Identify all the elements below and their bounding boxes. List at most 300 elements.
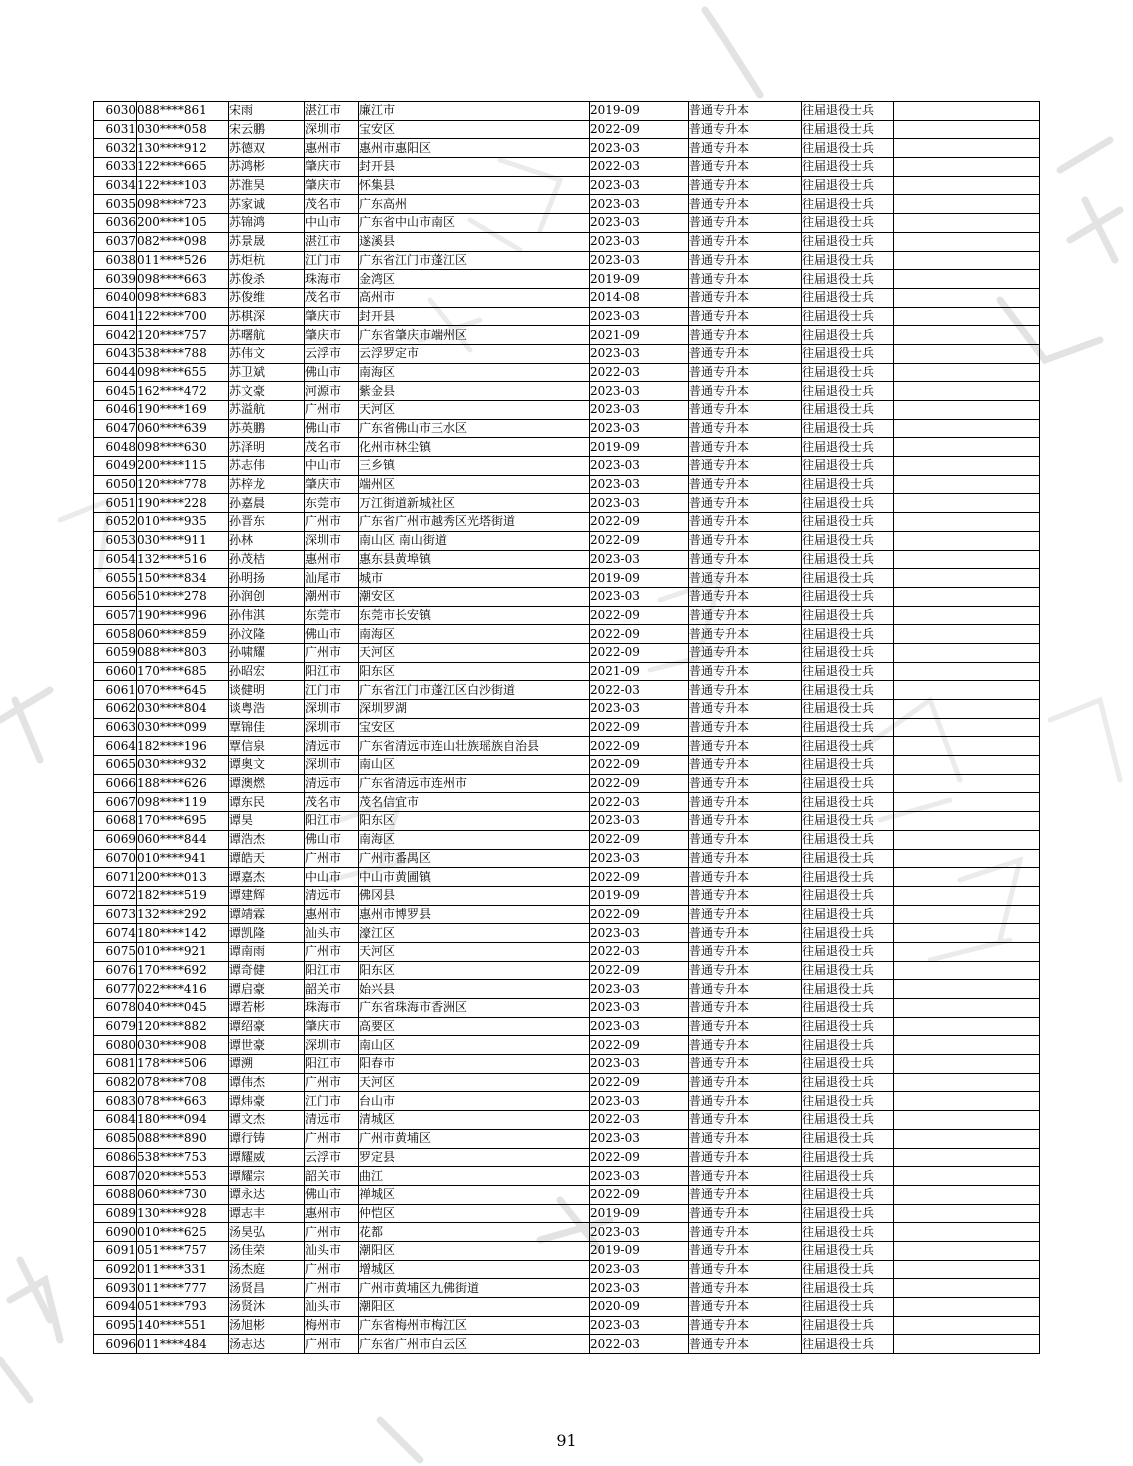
cell-city: 韶关市 [305,980,359,999]
cell-date: 2022-09 [590,868,689,887]
cell-id: 082****098 [137,232,229,251]
cell-city: 广州市 [305,1335,359,1354]
cell-category: 往届退役士兵 [802,756,894,775]
cell-id: 120****757 [137,326,229,345]
cell-category: 往届退役士兵 [802,1092,894,1111]
cell-category: 往届退役士兵 [802,382,894,401]
cell-id: 020****553 [137,1167,229,1186]
cell-area: 宝安区 [359,718,590,737]
cell-blank [894,531,1040,550]
cell-number: 6040 [94,288,137,307]
cell-area: 南海区 [359,830,590,849]
cell-area: 花都 [359,1223,590,1242]
cell-id: 122****700 [137,307,229,326]
cell-city: 中山市 [305,457,359,476]
cell-id: 162****472 [137,382,229,401]
cell-city: 广州市 [305,643,359,662]
cell-area: 广州市番禺区 [359,849,590,868]
cell-name: 谭若彬 [229,999,305,1018]
cell-number: 6051 [94,494,137,513]
cell-date: 2022-03 [590,158,689,177]
cell-category: 往届退役士兵 [802,1017,894,1036]
cell-name: 谭东民 [229,793,305,812]
cell-number: 6069 [94,830,137,849]
cell-number: 6056 [94,587,137,606]
cell-type: 普通专升本 [689,1129,802,1148]
cell-date: 2022-03 [590,1111,689,1130]
table-row [94,700,1040,719]
cell-number: 6048 [94,438,137,457]
cell-category: 往届退役士兵 [802,662,894,681]
cell-category: 往届退役士兵 [802,494,894,513]
cell-type: 普通专升本 [689,344,802,363]
cell-category: 往届退役士兵 [802,1111,894,1130]
cell-blank [894,868,1040,887]
cell-date: 2023-03 [590,812,689,831]
cell-city: 佛山市 [305,830,359,849]
cell-number: 6078 [94,999,137,1018]
cell-id: 011****526 [137,251,229,270]
cell-number: 6085 [94,1129,137,1148]
table-row [94,737,1040,756]
table-row [94,774,1040,793]
cell-category: 往届退役士兵 [802,924,894,943]
cell-number: 6043 [94,344,137,363]
cell-date: 2022-09 [590,531,689,550]
cell-name: 苏淮昊 [229,176,305,195]
cell-category: 往届退役士兵 [802,1316,894,1335]
cell-id: 120****778 [137,475,229,494]
cell-date: 2021-09 [590,662,689,681]
cell-city: 广州市 [305,401,359,420]
cell-blank [894,1055,1040,1074]
cell-city: 清远市 [305,886,359,905]
cell-id: 070****645 [137,681,229,700]
cell-id: 040****045 [137,999,229,1018]
cell-name: 谭奥文 [229,756,305,775]
cell-name: 谭奇健 [229,961,305,980]
table-row [94,643,1040,662]
cell-id: 088****890 [137,1129,229,1148]
table-row [94,550,1040,569]
cell-number: 6066 [94,774,137,793]
cell-number: 6055 [94,569,137,588]
cell-number: 6032 [94,139,137,158]
cell-blank [894,139,1040,158]
cell-date: 2022-09 [590,625,689,644]
cell-date: 2022-03 [590,681,689,700]
cell-number: 6030 [94,102,137,121]
cell-type: 普通专升本 [689,569,802,588]
cell-blank [894,438,1040,457]
cell-city: 广州市 [305,513,359,532]
cell-area: 惠州市惠阳区 [359,139,590,158]
cell-date: 2022-09 [590,737,689,756]
cell-type: 普通专升本 [689,942,802,961]
cell-number: 6094 [94,1298,137,1317]
cell-id: 051****757 [137,1241,229,1260]
cell-blank [894,195,1040,214]
table-row [94,326,1040,345]
cell-blank [894,232,1040,251]
cell-city: 深圳市 [305,531,359,550]
cell-date: 2021-09 [590,326,689,345]
cell-area: 广州市黄埔区 [359,1129,590,1148]
cell-type: 普通专升本 [689,737,802,756]
cell-name: 谭澳燃 [229,774,305,793]
table-row [94,288,1040,307]
cell-name: 谈健明 [229,681,305,700]
cell-city: 惠州市 [305,139,359,158]
cell-type: 普通专升本 [689,662,802,681]
cell-type: 普通专升本 [689,924,802,943]
cell-id: 030****099 [137,718,229,737]
cell-name: 谭耀威 [229,1148,305,1167]
cell-blank [894,494,1040,513]
cell-date: 2022-09 [590,606,689,625]
cell-number: 6067 [94,793,137,812]
cell-area: 高要区 [359,1017,590,1036]
cell-area: 端州区 [359,475,590,494]
table-row [94,606,1040,625]
cell-id: 030****911 [137,531,229,550]
cell-number: 6081 [94,1055,137,1074]
cell-date: 2019-09 [590,270,689,289]
cell-type: 普通专升本 [689,1298,802,1317]
cell-city: 阳江市 [305,961,359,980]
cell-name: 宋雨 [229,102,305,121]
cell-date: 2022-09 [590,1148,689,1167]
cell-category: 往届退役士兵 [802,625,894,644]
cell-name: 谭世豪 [229,1036,305,1055]
cell-category: 往届退役士兵 [802,457,894,476]
cell-city: 东莞市 [305,606,359,625]
cell-city: 茂名市 [305,793,359,812]
cell-date: 2023-03 [590,1316,689,1335]
cell-city: 汕头市 [305,1241,359,1260]
cell-city: 清远市 [305,774,359,793]
table-row [94,905,1040,924]
cell-number: 6045 [94,382,137,401]
cell-area: 广东高州 [359,195,590,214]
cell-city: 清远市 [305,1111,359,1130]
cell-name: 谭昊 [229,812,305,831]
cell-date: 2023-03 [590,700,689,719]
cell-blank [894,569,1040,588]
cell-type: 普通专升本 [689,718,802,737]
cell-category: 往届退役士兵 [802,905,894,924]
cell-area: 广东省珠海市香洲区 [359,999,590,1018]
cell-city: 珠海市 [305,999,359,1018]
cell-number: 6062 [94,700,137,719]
cell-blank [894,457,1040,476]
cell-city: 广州市 [305,1073,359,1092]
cell-number: 6049 [94,457,137,476]
cell-area: 南海区 [359,625,590,644]
cell-number: 6084 [94,1111,137,1130]
cell-blank [894,120,1040,139]
cell-date: 2019-09 [590,1241,689,1260]
cell-category: 往届退役士兵 [802,587,894,606]
cell-name: 苏景晟 [229,232,305,251]
cell-category: 往届退役士兵 [802,1204,894,1223]
cell-category: 往届退役士兵 [802,812,894,831]
cell-id: 188****626 [137,774,229,793]
cell-type: 普通专升本 [689,1316,802,1335]
table-row [94,158,1040,177]
cell-id: 170****695 [137,812,229,831]
cell-area: 东莞市长安镇 [359,606,590,625]
cell-date: 2023-03 [590,494,689,513]
cell-city: 江门市 [305,681,359,700]
cell-name: 苏梓龙 [229,475,305,494]
cell-category: 往届退役士兵 [802,307,894,326]
table-row [94,681,1040,700]
cell-category: 往届退役士兵 [802,120,894,139]
cell-date: 2023-03 [590,475,689,494]
cell-blank [894,793,1040,812]
table-row [94,961,1040,980]
cell-id: 182****519 [137,886,229,905]
cell-date: 2023-03 [590,307,689,326]
cell-date: 2023-03 [590,195,689,214]
cell-date: 2023-03 [590,139,689,158]
cell-city: 云浮市 [305,344,359,363]
cell-category: 往届退役士兵 [802,176,894,195]
cell-blank [894,176,1040,195]
table-row [94,195,1040,214]
table-row [94,830,1040,849]
cell-date: 2023-03 [590,849,689,868]
cell-name: 谭行铸 [229,1129,305,1148]
cell-type: 普通专升本 [689,643,802,662]
cell-blank [894,924,1040,943]
cell-blank [894,307,1040,326]
cell-type: 普通专升本 [689,307,802,326]
cell-id: 011****331 [137,1260,229,1279]
cell-number: 6044 [94,363,137,382]
cell-blank [894,1241,1040,1260]
cell-area: 广东省梅州市梅江区 [359,1316,590,1335]
cell-date: 2023-03 [590,980,689,999]
cell-id: 030****804 [137,700,229,719]
cell-blank [894,643,1040,662]
cell-type: 普通专升本 [689,251,802,270]
cell-blank [894,214,1040,233]
cell-blank [894,681,1040,700]
cell-number: 6095 [94,1316,137,1335]
table-row [94,625,1040,644]
table-row [94,1148,1040,1167]
cell-area: 台山市 [359,1092,590,1111]
cell-type: 普通专升本 [689,1185,802,1204]
cell-category: 往届退役士兵 [802,681,894,700]
cell-city: 清远市 [305,737,359,756]
cell-type: 普通专升本 [689,401,802,420]
cell-blank [894,1260,1040,1279]
table-row [94,120,1040,139]
cell-blank [894,700,1040,719]
cell-blank [894,886,1040,905]
cell-category: 往届退役士兵 [802,980,894,999]
cell-id: 060****639 [137,419,229,438]
table-row [94,102,1040,121]
cell-blank [894,1298,1040,1317]
cell-id: 150****834 [137,569,229,588]
cell-name: 谭文杰 [229,1111,305,1130]
cell-blank [894,737,1040,756]
cell-name: 谭炜豪 [229,1092,305,1111]
cell-type: 普通专升本 [689,1167,802,1186]
table-row [94,363,1040,382]
table-row [94,251,1040,270]
cell-category: 往届退役士兵 [802,1148,894,1167]
cell-type: 普通专升本 [689,457,802,476]
cell-blank [894,1223,1040,1242]
cell-name: 谭志丰 [229,1204,305,1223]
cell-city: 肇庆市 [305,176,359,195]
cell-city: 茂名市 [305,438,359,457]
cell-number: 6072 [94,886,137,905]
cell-id: 510****278 [137,587,229,606]
cell-date: 2023-03 [590,587,689,606]
cell-name: 汤杰庭 [229,1260,305,1279]
cell-number: 6086 [94,1148,137,1167]
cell-id: 180****094 [137,1111,229,1130]
cell-blank [894,905,1040,924]
cell-date: 2023-03 [590,176,689,195]
cell-date: 2023-03 [590,1260,689,1279]
table-row [94,1111,1040,1130]
table-row [94,849,1040,868]
cell-city: 广州市 [305,942,359,961]
cell-city: 肇庆市 [305,326,359,345]
table-row [94,139,1040,158]
cell-blank [894,401,1040,420]
cell-type: 普通专升本 [689,550,802,569]
cell-name: 谭浩杰 [229,830,305,849]
cell-date: 2023-03 [590,232,689,251]
cell-city: 汕头市 [305,924,359,943]
cell-category: 往届退役士兵 [802,438,894,457]
cell-area: 阳东区 [359,961,590,980]
table-row [94,1167,1040,1186]
cell-area: 广东省佛山市三水区 [359,419,590,438]
cell-type: 普通专升本 [689,1335,802,1354]
cell-name: 孙林 [229,531,305,550]
cell-id: 122****665 [137,158,229,177]
cell-type: 普通专升本 [689,886,802,905]
cell-id: 200****115 [137,457,229,476]
table-row [94,1185,1040,1204]
cell-id: 010****921 [137,942,229,961]
table-row [94,942,1040,961]
table-row [94,1036,1040,1055]
table-row [94,924,1040,943]
cell-category: 往届退役士兵 [802,1260,894,1279]
cell-area: 遂溪县 [359,232,590,251]
cell-blank [894,606,1040,625]
cell-type: 普通专升本 [689,1148,802,1167]
cell-blank [894,1073,1040,1092]
cell-date: 2023-03 [590,924,689,943]
cell-type: 普通专升本 [689,905,802,924]
cell-name: 苏溢航 [229,401,305,420]
cell-date: 2023-03 [590,1017,689,1036]
cell-category: 往届退役士兵 [802,531,894,550]
cell-type: 普通专升本 [689,232,802,251]
cell-area: 佛冈县 [359,886,590,905]
cell-area: 城市 [359,569,590,588]
cell-city: 佛山市 [305,419,359,438]
cell-blank [894,849,1040,868]
cell-blank [894,326,1040,345]
cell-type: 普通专升本 [689,1073,802,1092]
cell-name: 孙明扬 [229,569,305,588]
cell-blank [894,363,1040,382]
cell-date: 2022-09 [590,756,689,775]
cell-area: 罗定县 [359,1148,590,1167]
cell-city: 肇庆市 [305,158,359,177]
cell-date: 2019-09 [590,886,689,905]
cell-blank [894,270,1040,289]
cell-area: 广东省江门市蓬江区白沙街道 [359,681,590,700]
cell-blank [894,475,1040,494]
cell-id: 060****730 [137,1185,229,1204]
cell-id: 120****882 [137,1017,229,1036]
cell-area: 金湾区 [359,270,590,289]
cell-type: 普通专升本 [689,1260,802,1279]
cell-type: 普通专升本 [689,1111,802,1130]
cell-number: 6089 [94,1204,137,1223]
cell-name: 汤贤昌 [229,1279,305,1298]
cell-id: 170****692 [137,961,229,980]
cell-date: 2022-03 [590,793,689,812]
cell-number: 6058 [94,625,137,644]
cell-category: 往届退役士兵 [802,1279,894,1298]
cell-date: 2023-03 [590,999,689,1018]
cell-name: 谭绍豪 [229,1017,305,1036]
cell-name: 汤旭彬 [229,1316,305,1335]
cell-area: 封开县 [359,307,590,326]
cell-name: 谭皓天 [229,849,305,868]
cell-number: 6093 [94,1279,137,1298]
cell-type: 普通专升本 [689,999,802,1018]
cell-date: 2023-03 [590,214,689,233]
cell-city: 汕尾市 [305,569,359,588]
cell-area: 惠东县黄埠镇 [359,550,590,569]
cell-name: 苏棋深 [229,307,305,326]
cell-type: 普通专升本 [689,102,802,121]
cell-id: 060****859 [137,625,229,644]
cell-category: 往届退役士兵 [802,270,894,289]
cell-number: 6050 [94,475,137,494]
cell-city: 湛江市 [305,102,359,121]
table-row [94,980,1040,999]
cell-number: 6079 [94,1017,137,1036]
cell-city: 深圳市 [305,700,359,719]
cell-number: 6080 [94,1036,137,1055]
cell-blank [894,1092,1040,1111]
cell-blank [894,942,1040,961]
cell-id: 170****685 [137,662,229,681]
cell-area: 仲恺区 [359,1204,590,1223]
cell-date: 2023-03 [590,1092,689,1111]
cell-blank [894,999,1040,1018]
cell-type: 普通专升本 [689,214,802,233]
cell-type: 普通专升本 [689,363,802,382]
table-row [94,569,1040,588]
